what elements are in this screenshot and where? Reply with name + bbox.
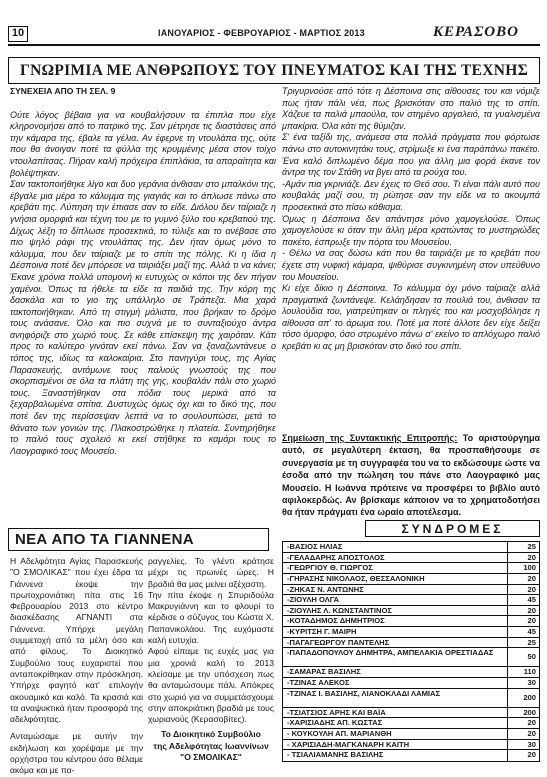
subscription-amount: 45 [507, 595, 539, 605]
subscription-amount: 20 [507, 718, 539, 728]
editorial-note [282, 432, 540, 519]
subscriber-name: -ΓΕΛΑΔΑΡΗΣ ΑΠΟΣΤΟΛΟΣ [287, 552, 385, 562]
subscription-row [283, 678, 539, 689]
article-paragraph: Σαν τακτοποιήθηκε λίγο και δυο γεράνια άνθισαν στο μπαλκόνι της, έβγαλε μια μέρα το κάλυμμα της γιαγιάς και το άπλωσε πάνω στο κρεβάτι της. Λύπηση την έπιασε σαν το είδε. Διόλου δεν ταίριαζε η γνήσια ομορφιά και τέχνη του με το γυμνό ξύλο του κρεβατιού της. Δίχως λέξη το δίπλωσε προσεκτικά, το τύλιξε και το ανέβασε στο πιο ψηλό ράφι της ντουλάπας της. Δεν ήταν όμως μόνο το κάλυμμα, που δεν ταίριαζε με το σπίτι της πόλης. Κι η ίδια η Δέσποινα ποτέ δεν μπόρεσε να ταιριάξει μαζί της. Αλλά τι να κάνει; Έκανε χρόνια πολλά υπομονή κι ευτυχώς οι κόποι της δεν πήγαν χαμένοι. Όπως τα ήθελε τα είδε τα παιδιά της. Την κόρη της δασκάλα και το γιο της υπάλληλο σε Τράπεζα. Μια χαρά τακτοποιήθηκαν. Από τη στιγμή μάλιστα, που βρήκαν το δρόμο τους ανάσανε. Όλο και πιο συχνά με το συνταξιούχο άντρα ανηφόριζε στο χωριό τους. Σε κάθε επίσκεψη της χαιρόταν. Κάτι προς το καλύτερο γινόταν εκεί πάνω. Σαν να ξαναζωντάνευε ο τόπος της, ιδίως τα καλοκαίρια. Στο πανηγύρι τους, της Αγίας Παρασκευής, αντάμωνε τους παλιούς γνωστούς της που σκορπισμένοι σε όλα τα πλάτη της γης, κουβαλάν πάλι στο χωριό τους. Ξαναστήθηκαν στα πόδια τους μερικά από τα ξεχαρβαλωμένα σπίτια. Δυστυχώς όμως όχι και το δικό της, που ποτέ δεν της περίσσεψαν λεπτά να το σουλουπώσει, μετά το θάνατο των γονιών της. Πλακοστρώθηκε η πλατεία. Συντηρήθηκε το παλιό τους σχολειό κι εκεί στήθηκε το καμάρι τους το Λαογραφικό τους Μουσείο. [10, 179, 276, 456]
subscription-amount: 20 [507, 729, 539, 739]
subscription-amount: 20 [507, 606, 539, 616]
subscriber-name: -ΧΑΡΙΣΙΑΔΗΣ ΑΠ. ΚΩΣΤΑΣ [287, 718, 383, 728]
signature-line: "Ο ΣΜΟΛΙΚΑΣ" [180, 752, 242, 763]
subscriber-name: -ΖΙΟΥΛΗ ΟΛΓΑ [287, 595, 339, 605]
subscription-row [283, 553, 539, 564]
subscriber-name: -ΠΑΠΑΔΟΠΟΥΛΟΥ ΔΗΜΗΤΡΑ, ΑΜΠΕΛΑΚΙΑ ΟΡΕΣΤΙΑΔΑΣ [287, 648, 494, 658]
subscriber-name: -ΚΥΡΙΤΣΗ Γ. ΜΑΙΡΗ [287, 627, 357, 637]
article-paragraph: Ούτε λόγος βέβαια για να κουβαλήσουν τα έπιπλα που είχε κληρονομήσει από το πατρικό της. Σαν μέτρησε τις διαστάσεις από την κάμαρα της, έβαλε τα γέλια. Αν έφερνε τη ντουλάπα της, ούτε που θα άνοιγαν ποτέ τα φύλλα της κρυμμένης μέσα στον τοίχο ντουλαπίτσας. Πήραν καλή πρόχειρα έπιπλάκια, τα απαραίτητα και βολέψτηκαν. [10, 109, 276, 178]
news-paragraph: Αφού είπαμε τις ευχές μας για μια χρονιά καλή το 2013 κλείσαμε με την υπόσχεση πως θα ανταμώσουμε πάλι. Απόκρες στο χωριό για να συμμετάσχουμε στην αποκριάτικη βραδιά με τους χωριανούς (Κερασοβίτες). [148, 646, 274, 725]
subscription-amount: 200 [507, 708, 539, 718]
subscription-row [283, 718, 539, 729]
header-rule [8, 44, 540, 46]
subscription-row [283, 616, 539, 627]
signature-line: της Αδελφότητας Ιωαννίνων [153, 740, 269, 751]
news-paragraph: Την πίτα έκοψε η Σπυριδούλα Μακρυγιάννη και το φλουρί το κέρδισε ο σύζυγος του Κώστα Χ. Παπανικολάου. Της ευχόμαστε καλή ευτυχία. [148, 589, 274, 646]
subscriber-name: -ΣΑΜΑΡΑΣ ΒΑΣΙΛΗΣ [287, 667, 361, 677]
news-paragraph: Η Αδελφότητα Αγίας Παρασκευής "Ο ΣΜΟΛΙΚΑΣ" που έχει έδρα τα Γιάννενα έκοψε την πρωτοχρονιάτικη πίτα στις 16 Φεβρουαρίου 2013 στο κέντρο διασκέδασης ΑΓΝΑΝΤΙ στα Γιάννενα. Υπήρχε μεγάλη συμμετοχή από τα μέλη όσο και από φίλους. Το Διοικητικό Συμβούλιο τους ευχαριστεί που ανταποκρίθηκαν στην πρόσκληση. Υπήρχε φαγητό κατ' επιλογήν ακουαμικό και καλό. Τα κρασιά και τα αναψυκτικά ήταν προσφορά της αδελφότητας. [10, 556, 143, 725]
subscriber-name: -ΓΕΩΡΓΙΟΥ Θ. ΓΙΩΡΓΟΣ [287, 563, 373, 573]
subscription-amount: 45 [507, 627, 539, 637]
subscription-amount: 25 [507, 542, 539, 552]
subscriber-name: -ΚΟΤΑΔΗΜΟΣ ΔΗΜΗΤΡΙΟΣ [287, 616, 385, 626]
news-paragraph: ραγγελίες. Το γλέντι κράτησε μέχρι τις πρωινές ώρες. Η βραδιά θα μας μείνει αξέχαστη. [148, 556, 274, 589]
subscription-amount: 50 [507, 648, 539, 666]
subscriptions-table [282, 541, 540, 762]
subscription-row [283, 729, 539, 740]
subscription-amount: 200 [507, 689, 539, 707]
subscription-amount: 110 [507, 667, 539, 677]
subscription-row [283, 606, 539, 617]
subscriber-name: - ΧΑΡΙΣΙΑΔΗ-ΜΑΓΚΑΝΑΡΗ ΚΑΙΤΗ [287, 739, 410, 749]
subscription-row [283, 648, 539, 667]
editorial-note-label: Σημείωση της Συντακτικής Επιτροπής: [282, 433, 458, 443]
article-title-banner [8, 57, 540, 84]
subscription-amount: 25 [507, 638, 539, 648]
subscription-amount: 30 [507, 678, 539, 688]
article-paragraph: Σ' ένα ταξίδι της, ανάμεσα στα πολλά πράγματα που φόρτωσε πάνω στο αυτοκινητάκι τους, στρίμωξε κι ένα παράπάνω πακέτο. Ένα καλό διπλωμένο δέμα που για άλλη μια φορά έκανε τον άντρα της τον Στάθη να βγει από τα ρούχα του. [282, 132, 540, 178]
subscriber-name: -ΖΙΟΥΛΗΣ Λ. ΚΩΝΣΤΑΝΤΙΝΟΣ [287, 605, 392, 615]
editorial-note-text: Το αριστούργημα αυτό, σε μεγαλύτερη έκταση, θα προσπαθήσουμε σε συνεργασία με τη συγγραφέα του να το εκδώσουμε ώστε να έσοδα από την πώληση του πάνε στο Λαογραφικό μας Μουσείο. Η Ιωάννα πρότεινε να προσφέρει το βιβλίο αυτό αφιλοκερδώς. Αν βρίσκαμε κάποιον να το χρηματοδοτήσει θα ήταν πράγματι ένα ωραίο αποτέλεσμα. [282, 433, 540, 518]
news-column-2 [148, 556, 274, 763]
subscriber-name: -ΠΑΓΑΓΕΩΡΓΟΥ ΠΑΝΤΕΛΗΣ [287, 637, 390, 647]
article-paragraph: Κι είχε δίκιο η Δέσποινα. Το κάλυμμα όχι μόνο ταίριαζε αλλά πραγματικά ζωντάνεψε. Κελάηδησαν τα πουλιά του, άνθισαν τα λουλούδια του, γιατρεύτηκαν οι πληγές του και μοσχοβόλησε η αίθουσα απ' το άρωμα του. Ποτέ μα ποτέ άλλοτε δεν είχε δείξει τόσο όμορφο, όσο στρωμένο πάνω σ' εκείνο το απλόχωρο παλιό κρεβάτι κι ας μη βρισκόταν στο δικό του σπίτι. [282, 283, 540, 352]
subscription-amount: 20 [507, 616, 539, 626]
subscriber-name: -ΓΗΡΑΣΗΣ ΝΙΚΟΛΑΟΣ, ΘΕΣΣΑΛΟΝΙΚΗ [287, 573, 425, 583]
subscriber-name: -ΒΑΣΙΟΣ ΗΛΙΑΣ [287, 542, 343, 551]
subscriber-name: -ΤΖΙΝΑΣ Ι. ΒΑΣΙΛΗΣ, ΛΙΑΝΟΚΛΑΔΙ ΛΑΜΙΑΣ [287, 688, 441, 698]
issue-date: ΙΑΝΟΥΑΡΙΟΣ - ΦΕΒΡΟΥΑΡΙΟΣ - ΜΑΡΤΙΟΣ 2013 [158, 28, 365, 38]
article-paragraph: -Αμάν πια γκρινιάζε. Δεν έχεις το Θεό σου. Τι είναι πάλι αυτό που κουβαλάς μαζί σου, τη ρώτησε σαν την είδε να το ακουμπά προσεκτικά στο πίσω κάθισμα. [282, 178, 540, 212]
subscription-amount: 20 [507, 585, 539, 595]
subscriber-name: -ΖΗΚΑΣ Ν. ΑΝΤΩΝΗΣ [287, 584, 364, 594]
subscription-row [283, 689, 539, 708]
newspaper-brand: ΚΕΡΑΣΟΒΟ [433, 24, 519, 40]
article-title: ΓΝΩΡΙΜΙΑ ΜΕ ΑΝΘΡΩΠΟΥΣ ΤΟΥ ΠΝΕΥΜΑΤΟΣ ΚΑΙ ΤΗΣ ΤΕΧΝΗΣ [19, 61, 529, 79]
subscription-amount: 30 [507, 740, 539, 750]
subscription-row [283, 585, 539, 596]
article-paragraph: Τριγυρνούσε από τότε η Δέσποινα στις αίθουσες του και νόμιζε πως ήταν πάλι νέα, πως βρισκόταν στο παλιό της το σπίτι. Χάζευε τα παλιά μπαούλα, τον στημένο αργαλειό, τα γυαλισμένα μπακίρια. Όλα κάτι της θύμιζαν. [282, 86, 540, 131]
news-column-1 [10, 556, 143, 777]
subscription-row [283, 667, 539, 678]
article-left-column [10, 86, 276, 457]
page-number: 10 [8, 26, 28, 42]
subscriptions-title: ΣΥΝΔΡΟΜΕΣ [401, 521, 504, 536]
subscription-row [283, 750, 539, 761]
subscription-amount: 20 [507, 574, 539, 584]
subscription-amount: 20 [507, 553, 539, 563]
subscription-row [283, 740, 539, 751]
subscriber-name: - ΤΣΙΑΛΙΑΜΑΝΗΣ ΒΑΣΙΛΗΣ [287, 750, 384, 760]
continuation-label: ΣΥΝΕΧΕΙΑ ΑΠΟ ΤΗ ΣΕΛ. 9 [10, 86, 116, 96]
subscription-amount: 20 [507, 750, 539, 761]
subscriber-name: - ΚΟΥΚΟΥΛΗ ΑΠ. ΜΑΡΙΑΝΘΗ [287, 728, 392, 738]
subscriptions-title-box [365, 520, 540, 537]
subscription-row [283, 542, 539, 553]
subscriber-name: -ΤΣΙΑΤΣΙΟΣ ΑΡΗΣ ΚΑΙ ΒΑΪΑ [287, 707, 386, 717]
news-section-title: ΝΕΑ ΑΠΟ ΤΑ ΓΙΑΝΝΕΝΑ [15, 531, 194, 548]
article-paragraph: Όμως η Δέσποινα δεν απάντησε μόνο χαμογελούσε. Όπως χαμογελούσε κι όταν την άλλη μέρα κρατώντας το μυστηριώδες πακέτο, έσπρωξε την πόρτα του Μουσείου. [282, 213, 540, 247]
subscription-row [283, 627, 539, 638]
signature-line: Το Διοικητικό Συμβούλιο [161, 729, 261, 740]
article-right-column [282, 86, 540, 353]
news-signature [148, 729, 274, 763]
subscriber-name: -ΤΖΙΝΑΣ ΑΛΕΚΟΣ [287, 678, 350, 688]
subscription-row [283, 708, 539, 719]
subscription-row [283, 638, 539, 649]
subscription-row [283, 563, 539, 574]
subscription-amount: 100 [507, 563, 539, 573]
subscription-row [283, 595, 539, 606]
subscription-row [283, 574, 539, 585]
news-paragraph: Ανταμώσαμε με αυτήν την εκδήλωση και χορέψαμε με την ορχήστρα του κέντρου όσο θέλαμε ακόμα και με πα- [10, 731, 143, 776]
news-section-title-box [8, 528, 269, 551]
article-paragraph: - Θέλω να σας δώσω κάτι που θα ταιριάζει με το κρεβάτι που έχετε στη νυφική κάμαρα, ψιθύρισε συγκινημένη στον υπεύθυνο του Μουσείου. [282, 248, 540, 282]
